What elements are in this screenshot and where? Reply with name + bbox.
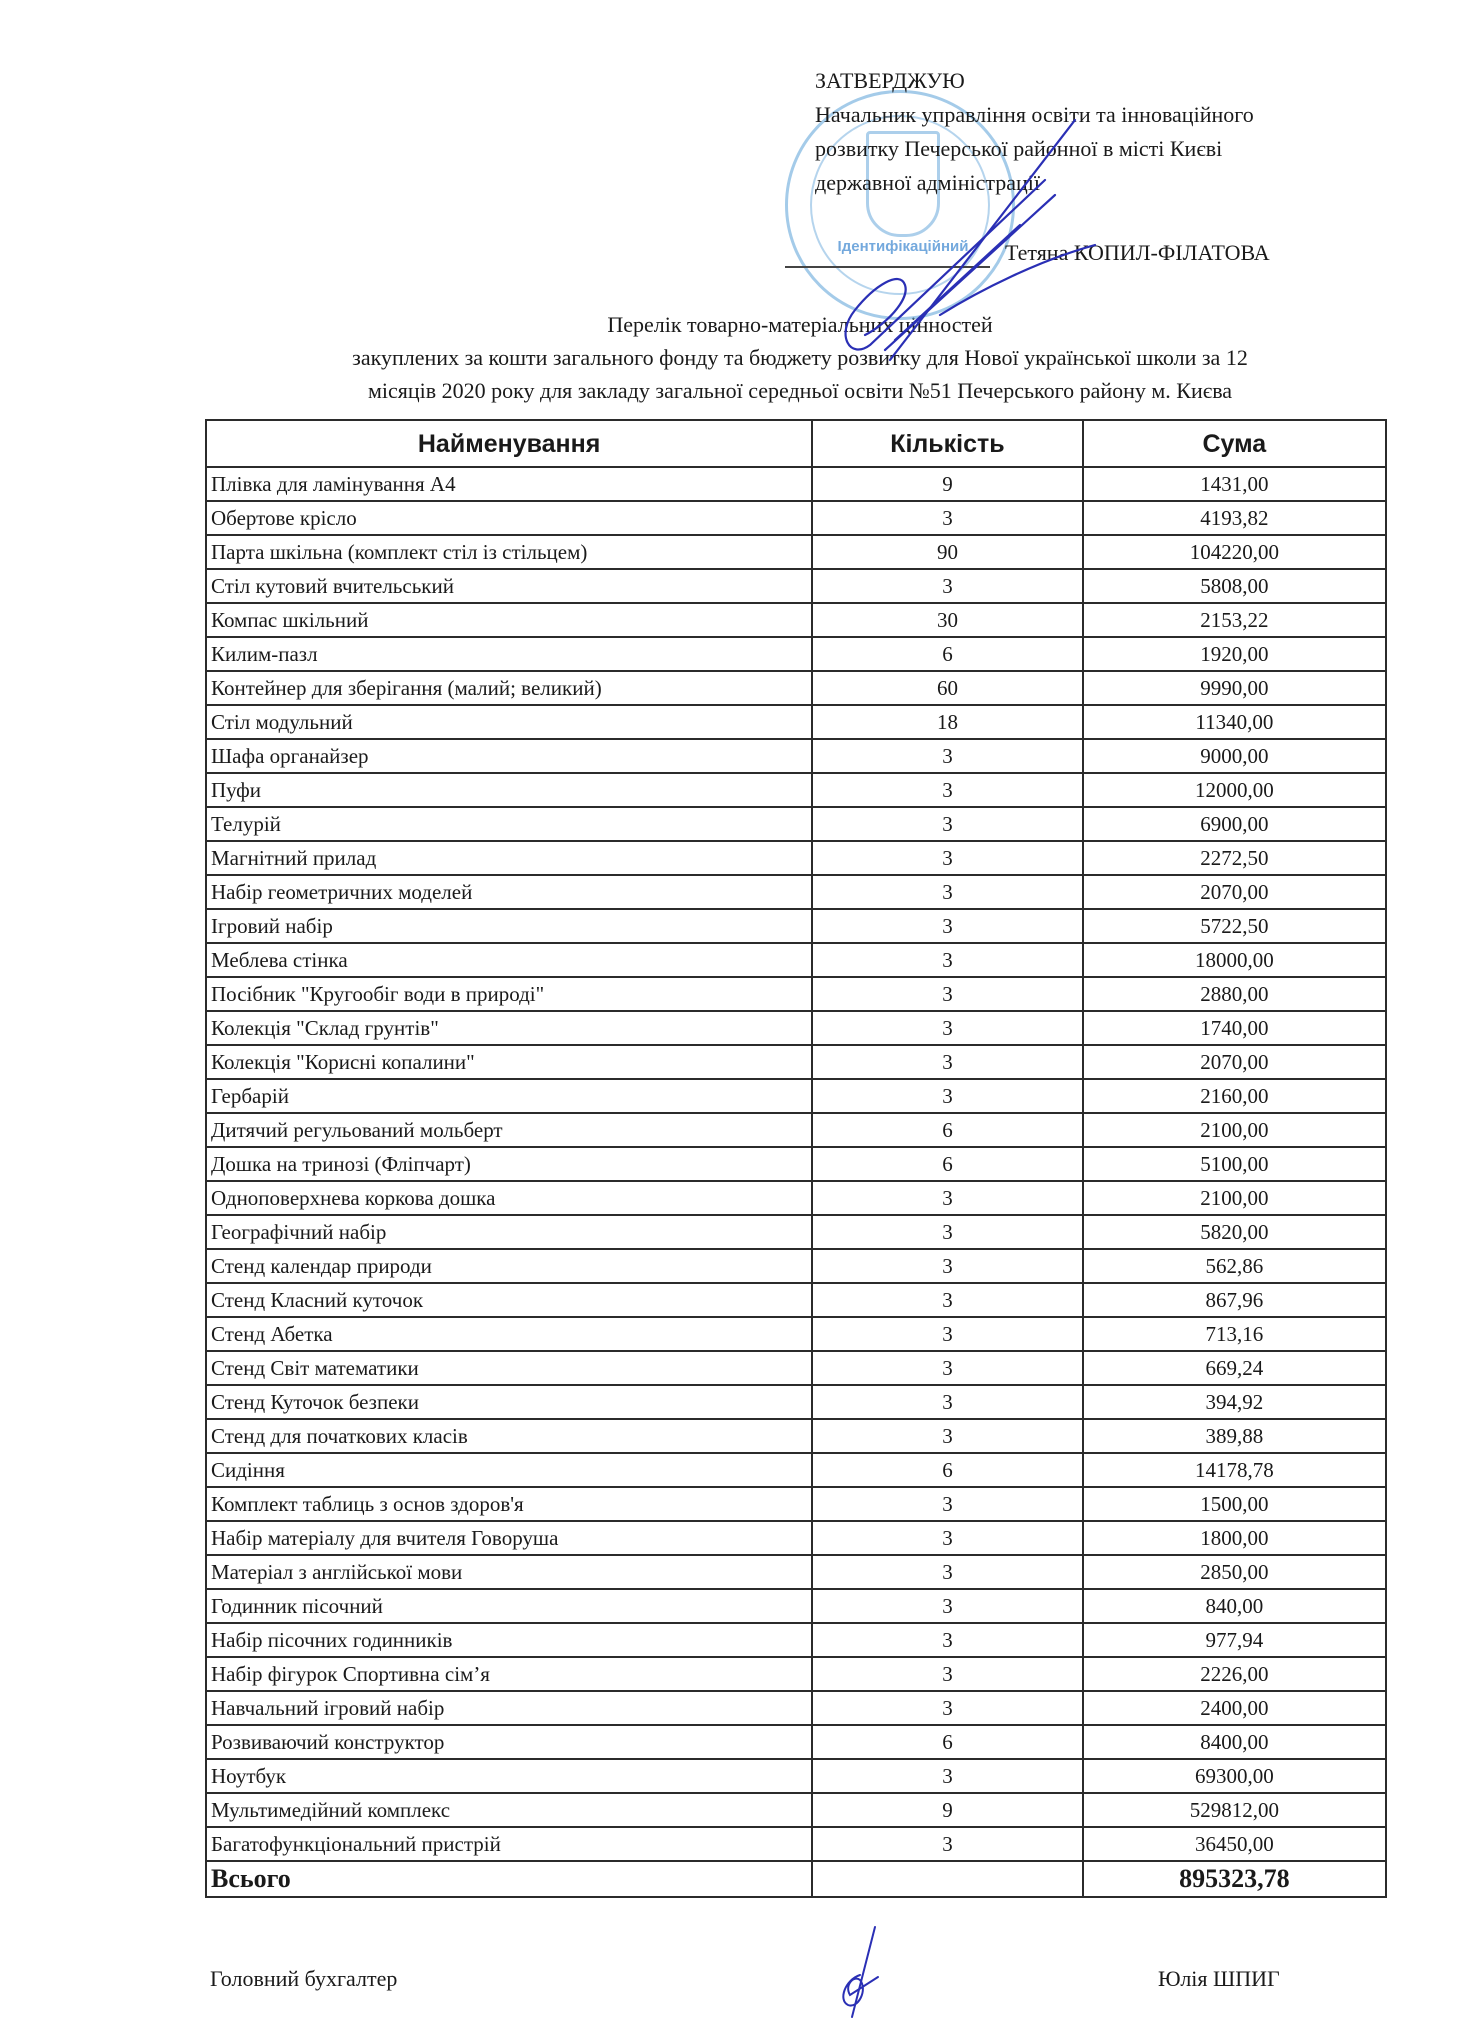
table-row [206, 841, 1386, 875]
item-sum: 1740,00 [1083, 1011, 1386, 1045]
item-name: Ноутбук [206, 1759, 812, 1793]
item-name: Килим-пазл [206, 637, 812, 671]
table-row [206, 739, 1386, 773]
item-name: Парта шкільна (комплект стіл із стільцем) [206, 535, 812, 569]
item-sum: 2070,00 [1083, 875, 1386, 909]
table-row [206, 467, 1386, 501]
item-name: Колекція "Корисні копалини" [206, 1045, 812, 1079]
accountant-position: Головний бухгалтер [210, 1966, 398, 1991]
item-name: Стенд Класний куточок [206, 1283, 812, 1317]
table-row [206, 1657, 1386, 1691]
table-row [206, 1283, 1386, 1317]
table-row [206, 1691, 1386, 1725]
item-name: Телурій [206, 807, 812, 841]
item-quantity: 3 [812, 569, 1082, 603]
item-name: Компас шкільний [206, 603, 812, 637]
approval-position-line: розвитку Печерської районної в місті Києві [815, 136, 1223, 161]
item-sum: 529812,00 [1083, 1793, 1386, 1827]
item-sum: 2070,00 [1083, 1045, 1386, 1079]
item-name: Набір геометричних моделей [206, 875, 812, 909]
item-name: Стенд календар природи [206, 1249, 812, 1283]
table-row [206, 1385, 1386, 1419]
approval-position-line: державної адміністрації [815, 170, 1040, 195]
document-subtitle-line: місяців 2020 року для закладу загальної середньої освіти №51 Печерського району м. Києва [367, 378, 1233, 403]
item-sum: 11340,00 [1083, 705, 1386, 739]
item-name: Одноповерхнева коркова дошка [206, 1181, 812, 1215]
item-quantity: 30 [812, 603, 1082, 637]
item-name: Розвиваючий конструктор [206, 1725, 812, 1759]
column-header-qty: Кількість [812, 420, 1082, 467]
item-sum: 4193,82 [1083, 501, 1386, 535]
item-sum: 5820,00 [1083, 1215, 1386, 1249]
item-quantity: 3 [812, 1351, 1082, 1385]
item-name: Географічний набір [206, 1215, 812, 1249]
item-quantity: 3 [812, 1011, 1082, 1045]
table-row [206, 705, 1386, 739]
item-sum: 2153,22 [1083, 603, 1386, 637]
item-name: Стіл модульний [206, 705, 812, 739]
item-name: Сидіння [206, 1453, 812, 1487]
item-name: Шафа органайзер [206, 739, 812, 773]
item-quantity: 3 [812, 977, 1082, 1011]
item-quantity: 3 [812, 739, 1082, 773]
item-name: Меблева стінка [206, 943, 812, 977]
item-sum: 2100,00 [1083, 1113, 1386, 1147]
item-name: Годинник пісочний [206, 1589, 812, 1623]
item-sum: 5100,00 [1083, 1147, 1386, 1181]
item-quantity: 3 [812, 1827, 1082, 1861]
item-quantity: 3 [812, 1215, 1082, 1249]
approval-block [815, 64, 1375, 270]
item-quantity: 3 [812, 1521, 1082, 1555]
item-name: Пуфи [206, 773, 812, 807]
item-name: Ігровий набір [206, 909, 812, 943]
table-row [206, 603, 1386, 637]
item-quantity: 3 [812, 1385, 1082, 1419]
item-sum: 5808,00 [1083, 569, 1386, 603]
table-row [206, 1419, 1386, 1453]
item-quantity: 6 [812, 1113, 1082, 1147]
item-quantity: 3 [812, 1657, 1082, 1691]
table-row [206, 535, 1386, 569]
table-row [206, 1147, 1386, 1181]
approval-position-line: Начальник управління освіти та інноваційного [815, 102, 1254, 127]
item-sum: 1431,00 [1083, 467, 1386, 501]
table-row [206, 773, 1386, 807]
item-name: Набір пісочних годинників [206, 1623, 812, 1657]
total-row [206, 1861, 1386, 1897]
item-sum: 104220,00 [1083, 535, 1386, 569]
item-name: Комплект таблиць з основ здоров'я [206, 1487, 812, 1521]
item-sum: 2272,50 [1083, 841, 1386, 875]
item-name: Дошка на тринозі (Фліпчарт) [206, 1147, 812, 1181]
table-row [206, 501, 1386, 535]
total-sum: 895323,78 [1083, 1861, 1386, 1897]
column-header-sum: Сума [1083, 420, 1386, 467]
item-sum: 1800,00 [1083, 1521, 1386, 1555]
item-quantity: 3 [812, 841, 1082, 875]
table-row [206, 977, 1386, 1011]
item-sum: 9000,00 [1083, 739, 1386, 773]
item-quantity: 3 [812, 1487, 1082, 1521]
item-sum: 9990,00 [1083, 671, 1386, 705]
document-title: Перелік товарно-матеріальних цінностей [607, 312, 993, 337]
item-quantity: 3 [812, 1759, 1082, 1793]
item-name: Магнітний прилад [206, 841, 812, 875]
item-sum: 669,24 [1083, 1351, 1386, 1385]
signer-row [815, 236, 1375, 270]
table-row [206, 1589, 1386, 1623]
item-sum: 713,16 [1083, 1317, 1386, 1351]
item-quantity: 3 [812, 875, 1082, 909]
table-row [206, 1351, 1386, 1385]
item-name: Дитячий регульований мольберт [206, 1113, 812, 1147]
item-sum: 36450,00 [1083, 1827, 1386, 1861]
table-row [206, 1317, 1386, 1351]
signature-line [785, 266, 990, 268]
table-row [206, 943, 1386, 977]
item-sum: 867,96 [1083, 1283, 1386, 1317]
item-quantity: 3 [812, 1283, 1082, 1317]
table-row [206, 1725, 1386, 1759]
table-row [206, 1827, 1386, 1861]
item-sum: 5722,50 [1083, 909, 1386, 943]
item-name: Набір матеріалу для вчителя Говоруша [206, 1521, 812, 1555]
item-name: Матеріал з англійської мови [206, 1555, 812, 1589]
table-header-row [206, 420, 1386, 467]
item-quantity: 3 [812, 1555, 1082, 1589]
accountant-signature-icon [830, 1925, 900, 2020]
item-name: Стенд Абетка [206, 1317, 812, 1351]
item-quantity: 3 [812, 1691, 1082, 1725]
item-name: Набір фігурок Спортивна сім’я [206, 1657, 812, 1691]
table-row [206, 1759, 1386, 1793]
item-quantity: 3 [812, 909, 1082, 943]
item-sum: 2226,00 [1083, 1657, 1386, 1691]
item-quantity: 3 [812, 1623, 1082, 1657]
item-sum: 977,94 [1083, 1623, 1386, 1657]
item-name: Посібник "Кругообіг води в природі" [206, 977, 812, 1011]
table-row [206, 1249, 1386, 1283]
item-sum: 389,88 [1083, 1419, 1386, 1453]
item-name: Навчальний ігровий набір [206, 1691, 812, 1725]
table-row [206, 909, 1386, 943]
item-quantity: 3 [812, 1045, 1082, 1079]
item-quantity: 3 [812, 1419, 1082, 1453]
item-name: Мультимедійний комплекс [206, 1793, 812, 1827]
stamp-text: Ідентифікаційний [837, 238, 969, 255]
item-quantity: 18 [812, 705, 1082, 739]
item-name: Стенд Світ математики [206, 1351, 812, 1385]
item-quantity: 3 [812, 1249, 1082, 1283]
item-sum: 8400,00 [1083, 1725, 1386, 1759]
table-row [206, 671, 1386, 705]
item-quantity: 3 [812, 1589, 1082, 1623]
item-quantity: 3 [812, 1181, 1082, 1215]
approval-heading: ЗАТВЕРДЖУЮ [815, 68, 965, 93]
table-row [206, 1793, 1386, 1827]
item-name: Колекція "Склад грунтів" [206, 1011, 812, 1045]
table-row [206, 875, 1386, 909]
item-sum: 6900,00 [1083, 807, 1386, 841]
document-subtitle-line: закуплених за кошти загального фонду та бюджету розвитку для Нової української школи за 12 [352, 345, 1248, 370]
item-sum: 2880,00 [1083, 977, 1386, 1011]
item-name: Контейнер для зберігання (малий; великий) [206, 671, 812, 705]
item-name: Багатофункціональний пристрій [206, 1827, 812, 1861]
table-row [206, 1487, 1386, 1521]
item-quantity: 9 [812, 467, 1082, 501]
item-name: Гербарій [206, 1079, 812, 1113]
table-row [206, 1521, 1386, 1555]
table-row [206, 1215, 1386, 1249]
item-sum: 18000,00 [1083, 943, 1386, 977]
table-row [206, 1623, 1386, 1657]
total-label: Всього [206, 1861, 812, 1897]
item-sum: 2160,00 [1083, 1079, 1386, 1113]
item-quantity: 90 [812, 535, 1082, 569]
item-name: Стенд Куточок безпеки [206, 1385, 812, 1419]
item-sum: 1920,00 [1083, 637, 1386, 671]
item-quantity: 6 [812, 1147, 1082, 1181]
item-sum: 12000,00 [1083, 773, 1386, 807]
item-name: Плівка для ламінування А4 [206, 467, 812, 501]
item-quantity: 6 [812, 1725, 1082, 1759]
item-quantity: 3 [812, 807, 1082, 841]
table-row [206, 1045, 1386, 1079]
item-sum: 840,00 [1083, 1589, 1386, 1623]
item-quantity: 3 [812, 1317, 1082, 1351]
item-quantity: 6 [812, 637, 1082, 671]
item-sum: 394,92 [1083, 1385, 1386, 1419]
item-quantity: 3 [812, 773, 1082, 807]
item-sum: 2100,00 [1083, 1181, 1386, 1215]
item-quantity: 3 [812, 501, 1082, 535]
table-row [206, 569, 1386, 603]
table-row [206, 807, 1386, 841]
table-row [206, 1079, 1386, 1113]
item-sum: 2850,00 [1083, 1555, 1386, 1589]
item-name: Стіл кутовий вчительський [206, 569, 812, 603]
item-quantity: 6 [812, 1453, 1082, 1487]
table-row [206, 1555, 1386, 1589]
table-row [206, 1453, 1386, 1487]
item-quantity: 3 [812, 1079, 1082, 1113]
items-table [205, 419, 1387, 1898]
item-sum: 2400,00 [1083, 1691, 1386, 1725]
item-sum: 69300,00 [1083, 1759, 1386, 1793]
item-quantity: 60 [812, 671, 1082, 705]
item-name: Стенд для початкових класів [206, 1419, 812, 1453]
table-row [206, 1181, 1386, 1215]
accountant-name: Юлія ШПИГ [1158, 1966, 1280, 1991]
column-header-name: Найменування [206, 420, 812, 467]
table-row [206, 1011, 1386, 1045]
item-sum: 562,86 [1083, 1249, 1386, 1283]
item-name: Обертове крісло [206, 501, 812, 535]
total-qty [812, 1861, 1082, 1897]
item-sum: 14178,78 [1083, 1453, 1386, 1487]
signer-name: Тетяна КОПИЛ-ФІЛАТОВА [1005, 240, 1270, 265]
table-row [206, 637, 1386, 671]
item-quantity: 9 [812, 1793, 1082, 1827]
item-quantity: 3 [812, 943, 1082, 977]
item-sum: 1500,00 [1083, 1487, 1386, 1521]
table-row [206, 1113, 1386, 1147]
